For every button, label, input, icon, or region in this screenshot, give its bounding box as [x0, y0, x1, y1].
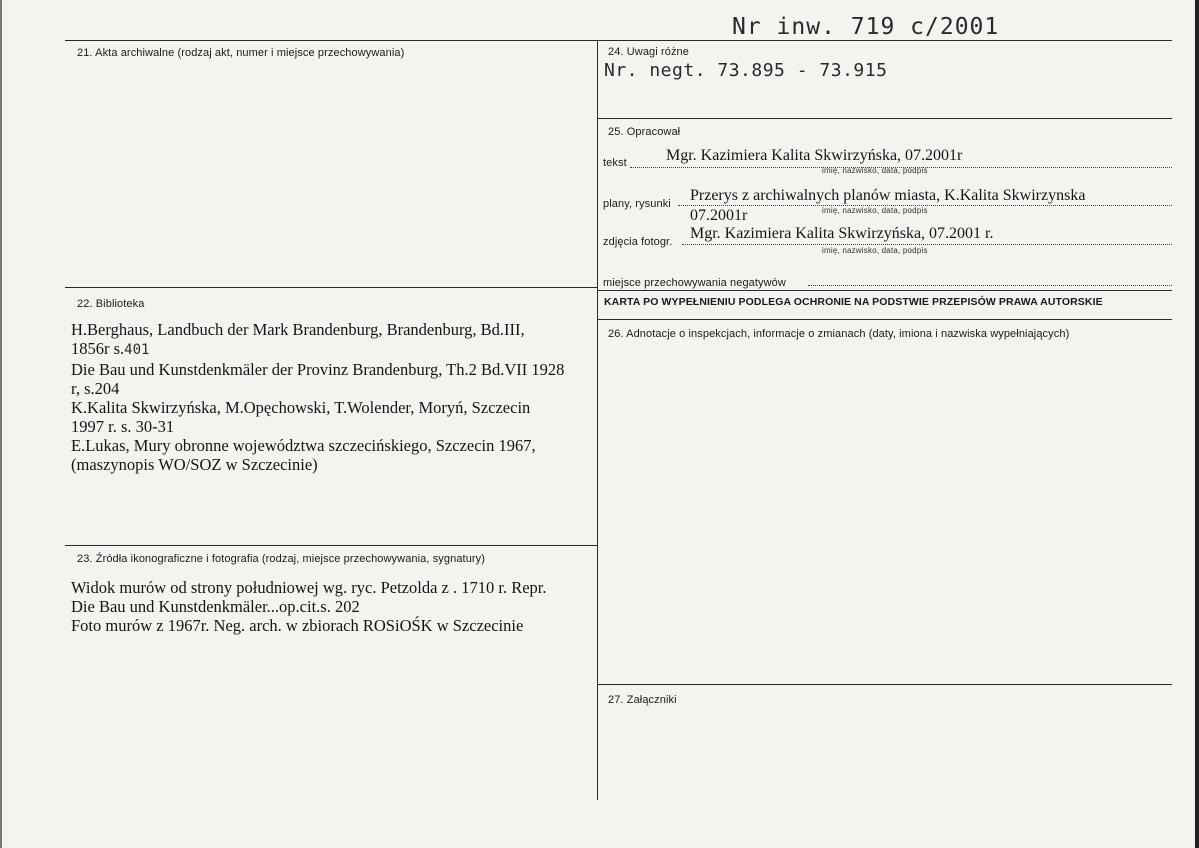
iconography-line: Foto murów z 1967r. Neg. arch. w zbiorach ROSiOŚK w Szczecinie: [71, 616, 524, 635]
section-27-label: 27. Załączniki: [608, 694, 677, 706]
scan-edge-right: [1195, 0, 1199, 848]
bibliography-line: (maszynopis WO/SOZ w Szczecinie): [71, 455, 318, 474]
tekst-value: Mgr. Kazimiera Kalita Skwirzyńska, 07.2001r: [666, 147, 963, 164]
section-25-label: 25. Opracował: [608, 126, 681, 138]
iconography-line: Die Bau und Kunstdenkmäler...op.cit.s. 202: [71, 597, 360, 616]
section-26-label: 26. Adnotacje o inspekcjach, informacje o zmianach (daty, imiona i nazwiska wypełniających): [608, 328, 1070, 340]
bibliography-line: H.Berghaus, Landbuch der Mark Brandenburg, Brandenburg, Bd.III,: [71, 320, 525, 339]
bibliography-line: Die Bau und Kunstdenkmäler der Provinz Brandenburg, Th.2 Bd.VII 1928: [71, 360, 565, 379]
section-23-label: 23. Źródła ikonograficzne i fotografia (rodzaj, miejsce przechowywania, sygnatury): [77, 553, 486, 565]
section-22-label: 22. Biblioteka: [77, 298, 145, 310]
plany-hint: imię, nazwisko, data, podpis: [822, 206, 928, 215]
iconography-list: [71, 578, 591, 635]
zdjecia-line: [682, 243, 1172, 245]
bibliography-line: E.Lukas, Mury obronne województwa szczecińskiego, Szczecin 1967,: [71, 436, 536, 455]
divider-26-27: [597, 684, 1172, 685]
bibliography-list: [71, 320, 591, 474]
plany-value: Przerys z archiwalnych planów miasta, K.Kalita Skwirzynska: [690, 187, 1086, 204]
bibliography-line: 1856r s.401: [71, 339, 150, 358]
section-24-label: 24. Uwagi różne: [608, 46, 689, 58]
top-border: [65, 40, 1172, 41]
zdjecia-value: Mgr. Kazimiera Kalita Skwirzyńska, 07.2001 r.: [690, 225, 994, 242]
negatywy-label: miejsce przechowywania negatywów: [603, 277, 786, 289]
divider-24-25: [597, 118, 1172, 119]
bibliography-line: K.Kalita Skwirzyńska, M.Opęchowski, T.Wolender, Moryń, Szczecin: [71, 398, 531, 417]
divider-21-22: [65, 287, 597, 288]
handwritten-page-number: 401: [124, 342, 150, 358]
iconography-line: Widok murów od strony południowej wg. ryc. Petzolda z . 1710 r. Repr.: [71, 578, 547, 597]
negative-numbers-handwritten: Nr. negt. 73.895 - 73.915: [604, 60, 888, 81]
zdjecia-label: zdjęcia fotogr.: [603, 236, 673, 248]
negatywy-line: [808, 284, 1172, 286]
divider-22-23: [65, 545, 597, 546]
bibliography-line: r, s.204: [71, 379, 120, 398]
center-divider: [597, 40, 598, 800]
divider-25-notice: [597, 290, 1172, 291]
plany-label: plany, rysunki: [603, 198, 671, 210]
divider-notice-26: [597, 319, 1172, 320]
inventory-number: Nr inw. 719 c/2001: [732, 14, 1000, 40]
tekst-label: tekst: [603, 157, 627, 169]
zdjecia-hint: imię, nazwisko, data, podpis: [822, 246, 928, 255]
tekst-hint: imię, nazwisko, data, podpis: [822, 166, 928, 175]
scan-edge-left: [0, 0, 2, 848]
plany-value-continued: 07.2001r: [690, 207, 748, 224]
copyright-notice: KARTA PO WYPEŁNIENIU PODLEGA OCHRONIE NA PODSTWIE PRZEPISÓW PRAWA AUTORSKIE: [604, 296, 1103, 308]
section-21-label: 21. Akta archiwalne (rodzaj akt, numer i miejsce przechowywania): [77, 47, 405, 59]
bibliography-line: 1997 r. s. 30-31: [71, 417, 175, 436]
